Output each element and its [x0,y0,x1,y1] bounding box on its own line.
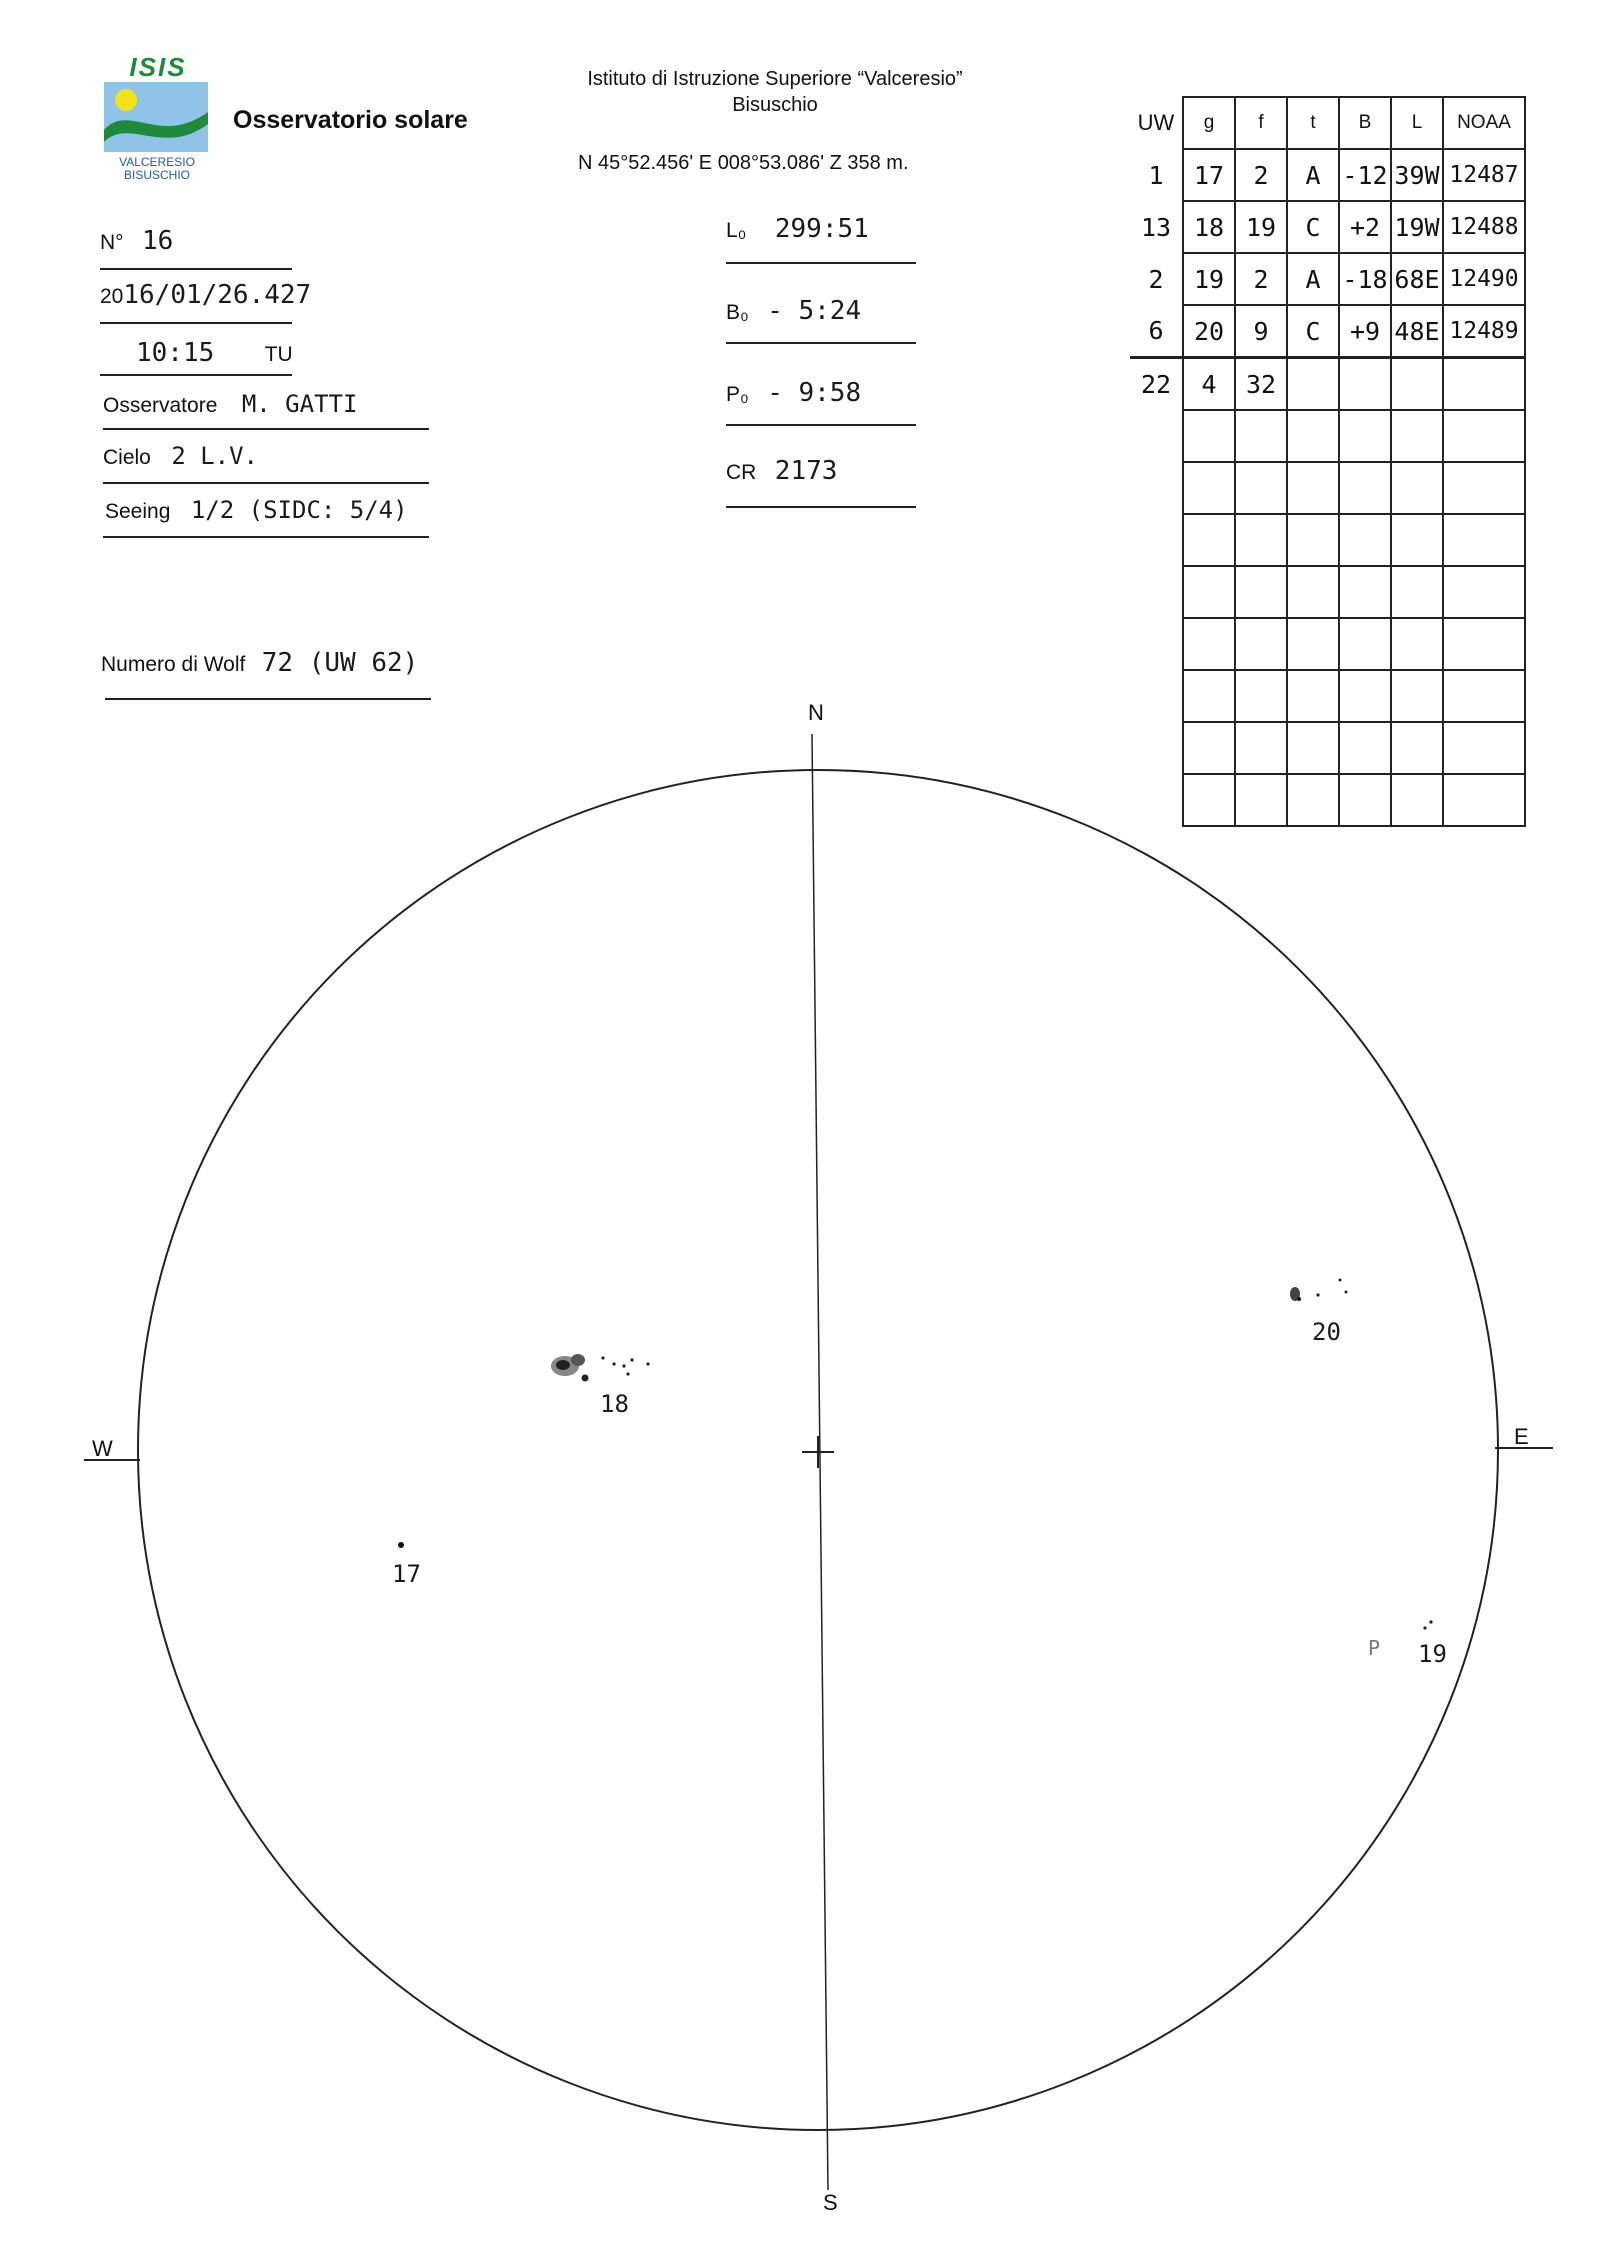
table-header-row [1130,97,1525,149]
cell-uw: 1 [1148,160,1164,190]
logo-wordmark: ISIS [129,52,187,82]
sky-value: 2 L.V. [171,442,259,470]
col-header-t: t [1287,97,1339,149]
south-label: S [823,2190,838,2215]
table-row [1130,149,1525,201]
time-field [136,338,293,368]
wolf-number-label: Numero di Wolf [101,653,246,676]
west-label: W [92,1436,113,1461]
total-groups: 4 [1183,358,1235,411]
observer-field [103,390,357,418]
seeing-field [105,496,408,524]
observer-label: Osservatore [103,394,218,417]
col-header-f: f [1235,97,1287,149]
b0-value: - 5:24 [767,296,862,326]
cell-noaa: 12490 [1443,253,1525,305]
empty-row [1130,514,1525,566]
cell-l: 48E [1391,305,1443,358]
cell-noaa: 12489 [1443,305,1525,358]
l0-field [726,214,869,244]
empty-row [1130,462,1525,514]
b0-field [726,296,861,326]
group-label-20: 20 [1312,1318,1341,1346]
p0-field [726,378,861,408]
p0-label: P₀ [726,383,749,406]
sunspot-groups-table [1130,96,1526,827]
time-unit: TU [264,343,293,366]
empty-row [1130,670,1525,722]
cell-t: A [1287,149,1339,201]
seeing-value: 1/2 (SIDC: 5/4) [190,496,408,524]
empty-row [1130,618,1525,670]
wolf-number-field [101,648,418,678]
total-uw: 22 [1140,370,1172,399]
empty-row [1130,722,1525,774]
institute-line-2: Bisuschio [732,94,818,116]
col-header-g: g [1183,97,1235,149]
north-south-axis [812,734,828,2190]
solar-disk-outline [138,770,1498,2130]
table-totals-row [1130,358,1525,411]
p-mark: P [1368,1636,1381,1660]
wolf-number-value: 72 (UW 62) [261,648,419,678]
logo-subtitle-2: BISUSCHIO [123,168,190,182]
cr-value: 2173 [774,456,838,486]
col-header-uw: UW [1137,110,1175,135]
date-prefix: 20 [100,285,124,308]
observatory-title: Osservatorio solare [233,106,468,134]
logo-emblem-icon [104,82,208,152]
cell-t: A [1287,253,1339,305]
cell-b: -18 [1339,253,1391,305]
cell-b: +2 [1339,201,1391,253]
sunspot-group-20 [1290,1279,1348,1302]
group-label-18: 18 [600,1390,629,1418]
sky-field [103,442,258,470]
empty-row [1130,566,1525,618]
col-header-b: B [1339,97,1391,149]
report-number-label: N° [100,231,124,254]
site-coordinates: N 45°52.456' E 008°53.086' Z 358 m. [578,152,909,174]
sunspot-group-18 [551,1354,650,1382]
cell-t: C [1287,201,1339,253]
cell-uw: 2 [1148,264,1164,294]
east-label: E [1514,1424,1529,1449]
sunspot-group-19 [1423,1620,1432,1629]
cell-l: 39W [1391,149,1443,201]
sky-label: Cielo [103,446,151,469]
col-header-l: L [1391,97,1443,149]
cell-noaa: 12488 [1443,201,1525,253]
table-row [1130,201,1525,253]
cell-f: 2 [1235,253,1287,305]
cell-g: 20 [1183,305,1235,358]
institute-name [540,66,1010,118]
institute-line-1: Istituto di Istruzione Superiore “Valceresio” [587,68,963,90]
date-value: 16/01/26.427 [123,280,312,310]
report-number-value: 16 [142,226,174,256]
north-label: N [808,700,824,725]
group-label-19: 19 [1418,1640,1447,1668]
p0-value: - 9:58 [767,378,862,408]
cell-f: 9 [1235,305,1287,358]
table-row [1130,305,1525,358]
cell-t: C [1287,305,1339,358]
empty-row [1130,774,1525,826]
total-spots: 32 [1235,358,1287,411]
sunspot-group-17 [398,1542,404,1548]
table-row [1130,253,1525,305]
cell-l: 68E [1391,253,1443,305]
cell-f: 19 [1235,201,1287,253]
isis-logo [102,52,212,188]
time-value: 10:15 [136,338,215,368]
cell-g: 17 [1183,149,1235,201]
cell-noaa: 12487 [1443,149,1525,201]
cell-f: 2 [1235,149,1287,201]
cr-field [726,456,837,486]
cell-b: +9 [1339,305,1391,358]
cell-l: 19W [1391,201,1443,253]
cell-uw: 6 [1148,316,1164,345]
observer-value: M. GATTI [241,390,358,418]
report-number-field [100,226,173,256]
l0-value: 299:51 [774,214,869,244]
logo-subtitle-1: VALCERESIO [119,155,195,169]
cell-uw: 13 [1140,212,1172,242]
l0-label: L₀ [726,219,747,242]
col-header-noaa: NOAA [1443,97,1525,149]
cr-label: CR [726,461,757,484]
b0-label: B₀ [726,301,749,324]
cell-g: 19 [1183,253,1235,305]
group-label-17: 17 [392,1560,421,1588]
date-field [100,280,311,310]
cell-g: 18 [1183,201,1235,253]
cell-b: -12 [1339,149,1391,201]
seeing-label: Seeing [105,500,171,523]
empty-row [1130,410,1525,462]
